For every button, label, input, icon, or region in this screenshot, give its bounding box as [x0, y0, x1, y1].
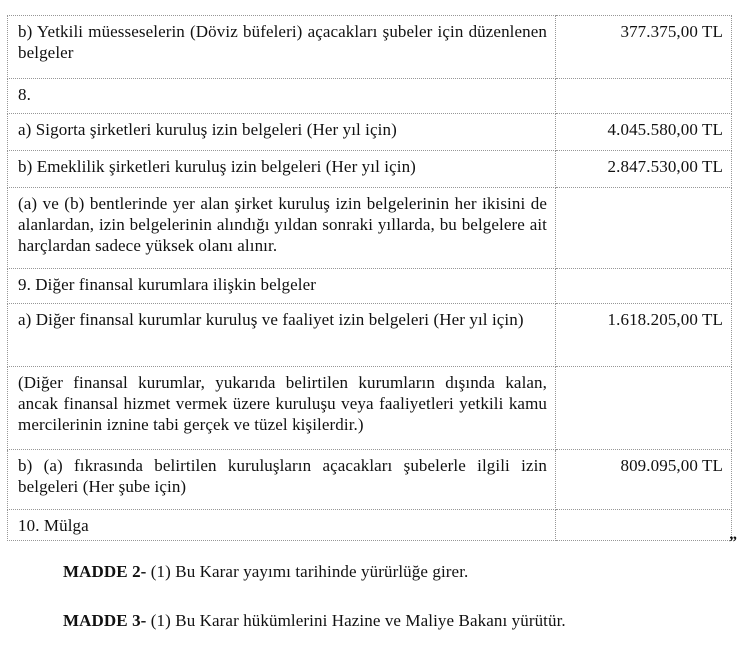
- fee-description-cell: (Diğer finansal kurumlar, yukarıda belirtilen kurumların dışında kalan, ancak finansal hizmet vermek üzere kuruluşu veya faaliyetleri yetkili kamu mercilerinin iznine tabi gerçek ve tüzel kişilerdir.): [8, 367, 556, 450]
- fee-table: [7, 15, 732, 541]
- fee-amount-cell: [556, 269, 732, 304]
- table-row: [8, 269, 732, 304]
- table-row: [8, 114, 732, 151]
- table-row: [8, 510, 732, 541]
- madde-2-paragraph: [63, 561, 730, 582]
- fee-description-cell: a) Diğer finansal kurumlar kuruluş ve faaliyet izin belgeleri (Her yıl için): [8, 304, 556, 367]
- madde-3-text: (1) Bu Karar hükümlerini Hazine ve Maliye Bakanı yürütür.: [146, 611, 566, 630]
- table-row: [8, 188, 732, 269]
- madde-2-label: MADDE 2-: [63, 562, 147, 581]
- madde-3-label: MADDE 3-: [63, 611, 147, 630]
- fee-amount-cell: 4.045.580,00 TL: [556, 114, 732, 151]
- fee-description-cell: b) (a) fıkrasında belirtilen kuruluşların açacakları şubelerle ilgili izin belgeleri (Her şube için): [8, 450, 556, 510]
- fee-description-cell: 10. Mülga: [8, 510, 556, 541]
- fee-description-cell: (a) ve (b) bentlerinde yer alan şirket kuruluş izin belgelerinin her ikisini de alanlardan, izin belgelerinin alındığı yıldan sonraki yıllarda, bu belgelere ait harçlardan sadece yüksek olanı alınır.: [8, 188, 556, 269]
- table-row: [8, 367, 732, 450]
- table-row: [8, 16, 732, 79]
- fee-description-cell: 9. Diğer finansal kurumlara ilişkin belgeler: [8, 269, 556, 304]
- table-row: [8, 304, 732, 367]
- fee-amount-cell: [556, 367, 732, 450]
- fee-amount-cell: 377.375,00 TL: [556, 16, 732, 79]
- fee-description-cell: b) Emeklilik şirketleri kuruluş izin belgeleri (Her yıl için): [8, 151, 556, 188]
- fee-description-cell: 8.: [8, 79, 556, 114]
- closing-quote-mark: ”: [729, 534, 737, 551]
- madde-3-paragraph: [63, 610, 730, 631]
- table-row: [8, 151, 732, 188]
- fee-amount-cell: 1.618.205,00 TL: [556, 304, 732, 367]
- fee-amount-cell: [556, 510, 732, 541]
- madde-2-text: (1) Bu Karar yayımı tarihinde yürürlüğe girer.: [146, 562, 469, 581]
- fee-amount-cell: [556, 188, 732, 269]
- fee-description-cell: a) Sigorta şirketleri kuruluş izin belgeleri (Her yıl için): [8, 114, 556, 151]
- table-row: [8, 79, 732, 114]
- fee-amount-cell: [556, 79, 732, 114]
- fee-description-cell: b) Yetkili müesseselerin (Döviz büfeleri) açacakları şubeler için düzenlenen belgeler: [8, 16, 556, 79]
- fee-amount-cell: 2.847.530,00 TL: [556, 151, 732, 188]
- table-row: [8, 450, 732, 510]
- fee-amount-cell: 809.095,00 TL: [556, 450, 732, 510]
